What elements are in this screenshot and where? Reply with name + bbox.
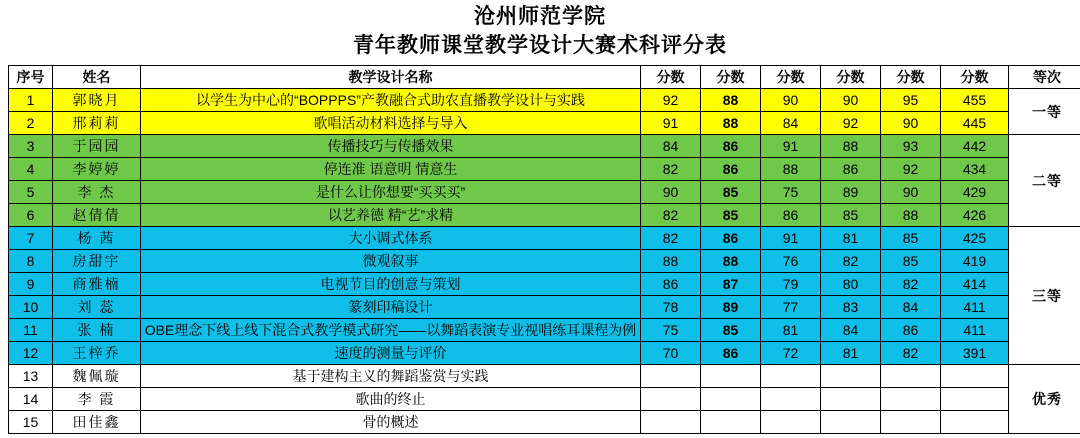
design-title: 微观叙事 <box>141 250 641 273</box>
header-total: 分数 <box>941 66 1009 89</box>
design-title: 篆刻印稿设计 <box>141 296 641 319</box>
score-total: 414 <box>941 273 1009 296</box>
header-design-title: 教学设计名称 <box>141 66 641 89</box>
teacher-name: 李 杰 <box>53 181 141 204</box>
design-title: 是什么让你想要“买买买” <box>141 181 641 204</box>
score-total: 411 <box>941 319 1009 342</box>
score-judge-2: 88 <box>701 89 761 112</box>
institution-name: 沧州师范学院 <box>474 4 606 28</box>
table-row <box>9 181 1080 204</box>
document-title: 青年教师课堂教学设计大赛术科评分表 <box>353 33 727 57</box>
score-judge-1: 84 <box>641 135 701 158</box>
table-row <box>9 112 1080 135</box>
table-header <box>9 66 1080 89</box>
score-judge-3: 72 <box>761 342 821 365</box>
row-index: 1 <box>9 89 53 112</box>
score-judge-5: 86 <box>881 319 941 342</box>
teacher-name: 魏佩璇 <box>53 365 141 388</box>
table-row <box>9 342 1080 365</box>
grade-cell: 一等 <box>1009 89 1080 135</box>
score-table <box>8 65 1080 434</box>
teacher-name: 赵倩倩 <box>53 204 141 227</box>
grade-cell: 优秀 <box>1009 365 1080 434</box>
score-total: 419 <box>941 250 1009 273</box>
score-judge-3: 84 <box>761 112 821 135</box>
row-index: 11 <box>9 319 53 342</box>
table-row <box>9 319 1080 342</box>
score-judge-5 <box>881 365 941 388</box>
row-index: 10 <box>9 296 53 319</box>
teacher-name: 杨 茜 <box>53 227 141 250</box>
header-score-5: 分数 <box>881 66 941 89</box>
table-row <box>9 250 1080 273</box>
score-judge-3: 76 <box>761 250 821 273</box>
grade-cell: 三等 <box>1009 227 1080 365</box>
score-total: 445 <box>941 112 1009 135</box>
score-total <box>941 365 1009 388</box>
table-row <box>9 296 1080 319</box>
design-title: 大小调式体系 <box>141 227 641 250</box>
teacher-name: 房甜宇 <box>53 250 141 273</box>
row-index: 9 <box>9 273 53 296</box>
row-index: 14 <box>9 388 53 411</box>
design-title: 歌唱活动材料选择与导入 <box>141 112 641 135</box>
table-row <box>9 227 1080 250</box>
teacher-name: 刘 蕊 <box>53 296 141 319</box>
teacher-name: 李 霞 <box>53 388 141 411</box>
score-judge-4: 92 <box>821 112 881 135</box>
header-name: 姓名 <box>53 66 141 89</box>
teacher-name: 邢莉莉 <box>53 112 141 135</box>
score-judge-5 <box>881 388 941 411</box>
score-judge-4: 86 <box>821 158 881 181</box>
score-total: 434 <box>941 158 1009 181</box>
design-title: 以艺养德 精“艺”求精 <box>141 204 641 227</box>
score-judge-1: 78 <box>641 296 701 319</box>
design-title: 以学生为中心的“BOPPPS”产教融合式助农直播教学设计与实践 <box>141 89 641 112</box>
score-judge-1: 75 <box>641 319 701 342</box>
score-judge-3: 91 <box>761 227 821 250</box>
teacher-name: 郭晓月 <box>53 89 141 112</box>
score-judge-1: 88 <box>641 250 701 273</box>
score-total: 391 <box>941 342 1009 365</box>
score-judge-2: 86 <box>701 135 761 158</box>
row-index: 15 <box>9 411 53 434</box>
score-total: 426 <box>941 204 1009 227</box>
score-judge-4: 81 <box>821 227 881 250</box>
score-judge-5 <box>881 411 941 434</box>
score-judge-4: 90 <box>821 89 881 112</box>
score-judge-1: 86 <box>641 273 701 296</box>
score-total: 442 <box>941 135 1009 158</box>
score-total: 411 <box>941 296 1009 319</box>
score-judge-4: 82 <box>821 250 881 273</box>
document-title-block <box>0 0 1080 60</box>
grade-cell: 二等 <box>1009 135 1080 227</box>
header-score-4: 分数 <box>821 66 881 89</box>
score-judge-4 <box>821 388 881 411</box>
design-title: 停连准 语意明 情意生 <box>141 158 641 181</box>
row-index: 3 <box>9 135 53 158</box>
score-judge-1: 91 <box>641 112 701 135</box>
header-index: 序号 <box>9 66 53 89</box>
table-row <box>9 365 1080 388</box>
table-body <box>9 89 1080 434</box>
score-judge-3: 88 <box>761 158 821 181</box>
score-judge-2: 85 <box>701 181 761 204</box>
score-judge-1 <box>641 388 701 411</box>
row-index: 13 <box>9 365 53 388</box>
table-row <box>9 135 1080 158</box>
score-judge-1 <box>641 411 701 434</box>
score-judge-4: 88 <box>821 135 881 158</box>
header-score-2: 分数 <box>701 66 761 89</box>
design-title: 歌曲的终止 <box>141 388 641 411</box>
design-title: 基于建构主义的舞蹈鉴赏与实践 <box>141 365 641 388</box>
teacher-name: 王梓乔 <box>53 342 141 365</box>
teacher-name: 田佳鑫 <box>53 411 141 434</box>
teacher-name: 于园园 <box>53 135 141 158</box>
score-judge-4: 83 <box>821 296 881 319</box>
score-judge-5: 93 <box>881 135 941 158</box>
score-judge-2: 87 <box>701 273 761 296</box>
score-judge-1: 82 <box>641 204 701 227</box>
score-judge-5: 90 <box>881 112 941 135</box>
score-judge-5: 85 <box>881 227 941 250</box>
score-total <box>941 388 1009 411</box>
header-score-3: 分数 <box>761 66 821 89</box>
score-judge-3: 77 <box>761 296 821 319</box>
score-total <box>941 411 1009 434</box>
score-judge-2 <box>701 365 761 388</box>
score-judge-2: 89 <box>701 296 761 319</box>
score-judge-3 <box>761 365 821 388</box>
row-index: 8 <box>9 250 53 273</box>
score-judge-1: 82 <box>641 227 701 250</box>
score-judge-3 <box>761 388 821 411</box>
design-title: 电视节目的创意与策划 <box>141 273 641 296</box>
teacher-name: 李婷婷 <box>53 158 141 181</box>
table-row <box>9 411 1080 434</box>
score-judge-4: 81 <box>821 342 881 365</box>
table-row <box>9 273 1080 296</box>
row-index: 5 <box>9 181 53 204</box>
score-judge-5: 82 <box>881 342 941 365</box>
score-total: 455 <box>941 89 1009 112</box>
table-row <box>9 388 1080 411</box>
design-title: 骨的概述 <box>141 411 641 434</box>
score-judge-5: 95 <box>881 89 941 112</box>
score-total: 429 <box>941 181 1009 204</box>
score-judge-4: 89 <box>821 181 881 204</box>
score-judge-2: 86 <box>701 227 761 250</box>
row-index: 6 <box>9 204 53 227</box>
score-judge-2: 88 <box>701 250 761 273</box>
score-judge-5: 82 <box>881 273 941 296</box>
design-title: 传播技巧与传播效果 <box>141 135 641 158</box>
score-judge-1: 92 <box>641 89 701 112</box>
score-judge-2: 86 <box>701 342 761 365</box>
header-row <box>9 66 1080 89</box>
score-judge-2: 85 <box>701 204 761 227</box>
score-judge-3 <box>761 411 821 434</box>
score-judge-3: 81 <box>761 319 821 342</box>
design-title: 速度的测量与评价 <box>141 342 641 365</box>
score-judge-4: 84 <box>821 319 881 342</box>
score-judge-5: 85 <box>881 250 941 273</box>
score-judge-5: 90 <box>881 181 941 204</box>
design-title: OBE理念下线上线下混合式教学模式研究——以舞蹈表演专业视唱练耳课程为例 <box>141 319 641 342</box>
score-judge-2: 85 <box>701 319 761 342</box>
score-judge-3: 86 <box>761 204 821 227</box>
score-judge-4: 80 <box>821 273 881 296</box>
score-judge-2: 86 <box>701 158 761 181</box>
score-total: 425 <box>941 227 1009 250</box>
score-judge-5: 84 <box>881 296 941 319</box>
header-score-1: 分数 <box>641 66 701 89</box>
table-row <box>9 89 1080 112</box>
score-judge-4 <box>821 365 881 388</box>
score-judge-1 <box>641 365 701 388</box>
row-index: 7 <box>9 227 53 250</box>
score-judge-3: 91 <box>761 135 821 158</box>
row-index: 4 <box>9 158 53 181</box>
score-judge-4: 85 <box>821 204 881 227</box>
score-judge-4 <box>821 411 881 434</box>
score-judge-1: 90 <box>641 181 701 204</box>
teacher-name: 商雅楠 <box>53 273 141 296</box>
score-judge-1: 70 <box>641 342 701 365</box>
score-judge-3: 90 <box>761 89 821 112</box>
score-judge-3: 75 <box>761 181 821 204</box>
score-judge-5: 92 <box>881 158 941 181</box>
teacher-name: 张 楠 <box>53 319 141 342</box>
score-judge-2 <box>701 388 761 411</box>
header-grade: 等次 <box>1009 66 1080 89</box>
score-judge-2 <box>701 411 761 434</box>
score-judge-3: 79 <box>761 273 821 296</box>
row-index: 12 <box>9 342 53 365</box>
score-judge-1: 82 <box>641 158 701 181</box>
score-judge-5: 88 <box>881 204 941 227</box>
score-judge-2: 88 <box>701 112 761 135</box>
table-row <box>9 204 1080 227</box>
row-index: 2 <box>9 112 53 135</box>
table-row <box>9 158 1080 181</box>
